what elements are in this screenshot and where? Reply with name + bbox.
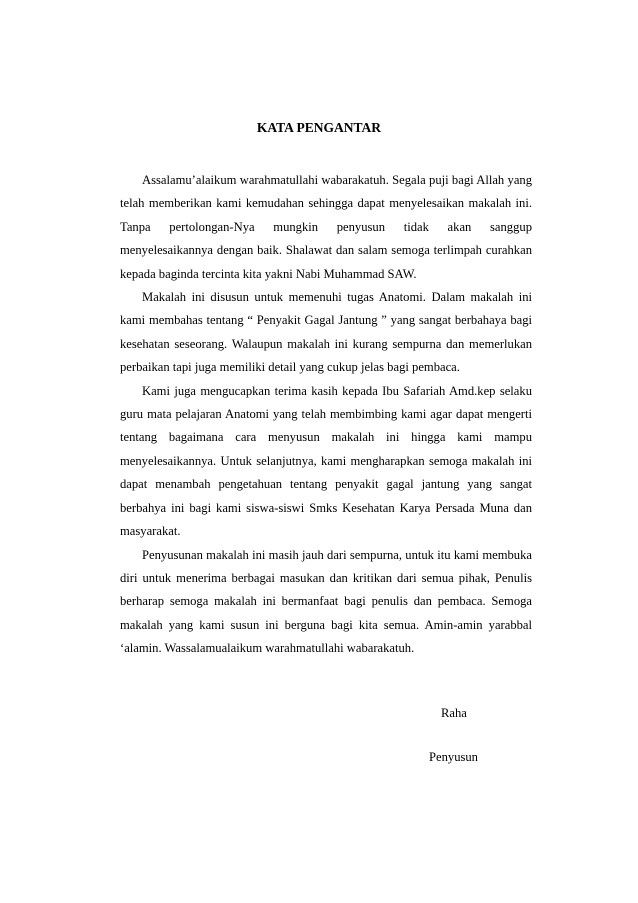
- signature-role: Penyusun: [429, 750, 478, 764]
- paragraph-purpose: Makalah ini disusun untuk memenuhi tugas Anatomi. Dalam makalah ini kami membahas tentang “ Penyakit Gagal Jantung ” yang sangat berbahaya bagi kesehatan seseorang. Walaupun makalah ini kurang sempurna dan memerlukan perbaikan tapi juga memiliki detail yang cukup jelas bagi pembaca.: [120, 290, 532, 375]
- signature-place: Raha: [441, 706, 467, 720]
- body-text: [120, 169, 532, 661]
- page-title: KATA PENGANTAR: [256, 120, 382, 135]
- paragraph-opening: Assalamu’alaikum warahmatullahi wabarakatuh. Segala puji bagi Allah yang telah memberikan kami kemudahan sehingga dapat menyelesaikan makalah ini. Tanpa pertolongan-Nya mungkin penyusun tidak akan sanggup menyelesaikannya dengan baik. Shalawat dan salam semoga terlimpah curahkan kepada baginda tercinta kita yakni Nabi Muhammad SAW.: [120, 173, 532, 281]
- paragraph-thanks: Kami juga mengucapkan terima kasih kepada Ibu Safariah Amd.kep selaku guru mata pelajaran Anatomi yang telah membimbing kami agar dapat mengerti tentang bagaimana cara menyusun makalah ini hingga kami mampu menyelesaikannya. Untuk selanjutnya, kami mengharapkan semoga makalah ini dapat menambah pengetahuan tentang penyakit gagal jantung yang sangat berbahya ini bagi kami siswa-siswi Smks Kesehatan Karya Persada Muna dan masyarakat.: [120, 383, 532, 539]
- paragraph-closing: Penyusunan makalah ini masih jauh dari sempurna, untuk itu kami membuka diri untuk menerima berbagai masukan dan kritikan dari semua pihak, Penulis berharap semoga makalah ini bermanfaat bagi penulis dan pembaca. Semoga makalah yang kami susun ini berguna bagi kita semua. Amin-amin yarabbal ‘alamin. Wassalamualaikum warahmatullahi wabarakatuh.: [120, 547, 532, 656]
